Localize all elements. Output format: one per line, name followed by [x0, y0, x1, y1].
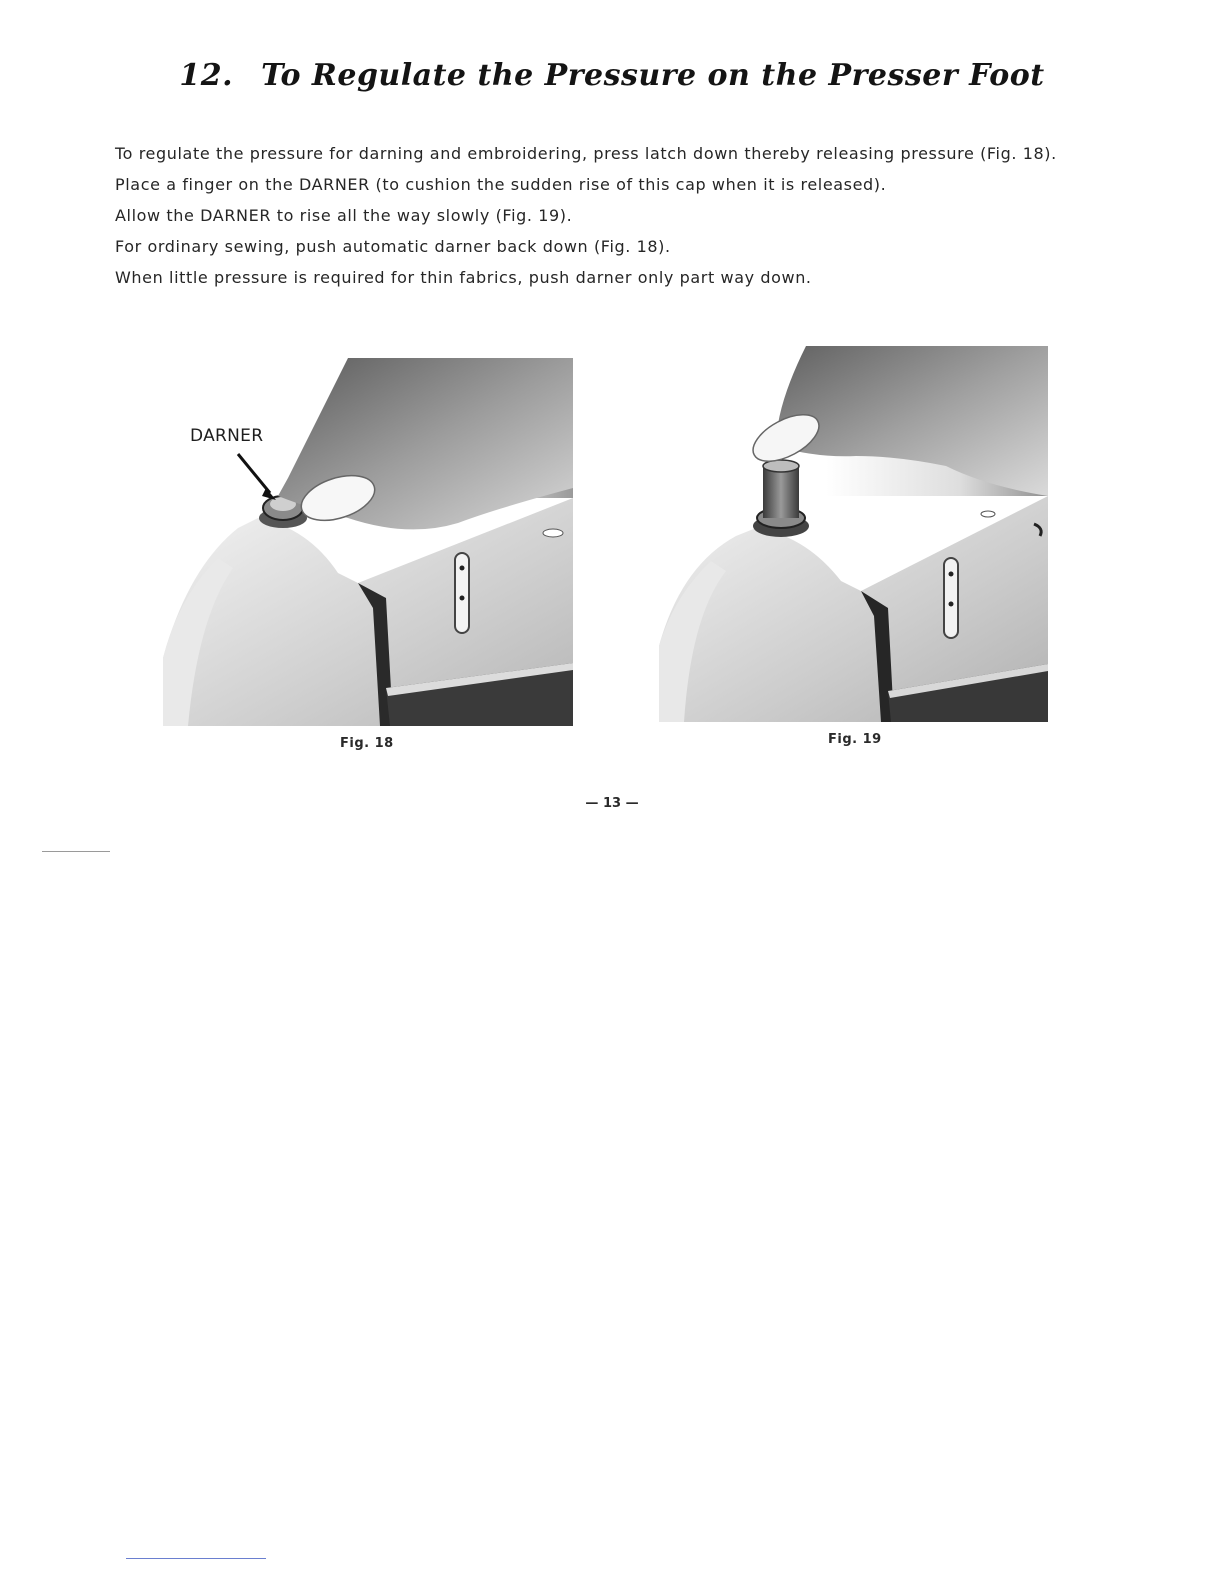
darner-label: DARNER: [190, 426, 264, 446]
instruction-list: [115, 138, 1125, 293]
scan-artifact-left-line: [42, 851, 110, 852]
instruction-line: Place a finger on the DARNER (to cushion the sudden rise of this cap when it is released).: [115, 175, 887, 194]
figure-18-caption: Fig. 18: [340, 736, 394, 751]
figure-19-photo: [656, 346, 1048, 722]
section-title: To Regulate the Pressure on the Presser Foot: [261, 58, 1045, 93]
instruction-line: Allow the DARNER to rise all the way slowly (Fig. 19).: [115, 206, 573, 225]
instruction-line: For ordinary sewing, push automatic darner back down (Fig. 18).: [115, 237, 671, 256]
instruction-line: To regulate the pressure for darning and embroidering, press latch down thereby releasing pressure (Fig. 18).: [115, 144, 1057, 163]
page-title: [0, 58, 1224, 93]
instruction-line: When little pressure is required for thin fabrics, push darner only part way down.: [115, 268, 812, 287]
page-number: — 13 —: [585, 796, 639, 811]
section-number: 12.: [179, 58, 234, 93]
figure-19-caption: Fig. 19: [828, 732, 882, 747]
scan-artifact-bottom-line: [126, 1558, 266, 1559]
figure-18-photo: [158, 358, 573, 726]
